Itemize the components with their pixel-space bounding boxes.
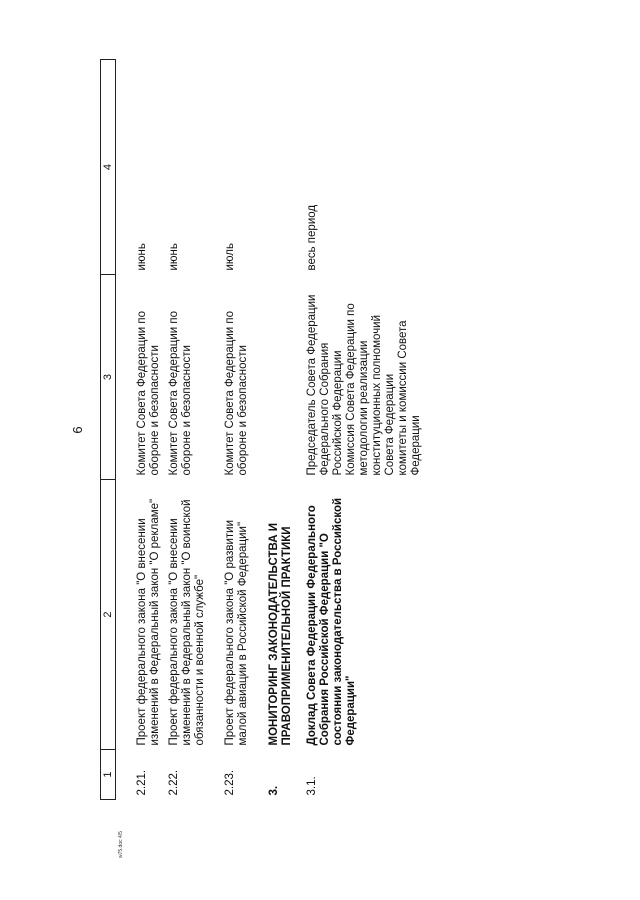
col-header-4: 4 [101,60,116,275]
col-header-2: 2 [101,480,116,750]
section-title: МОНИТОРИНГ ЗАКОНОДАТЕЛЬСТВА И ПРАВОПРИМЕНИТЕЛЬНОЙ ПРАКТИКИ [268,522,293,746]
row-item: Доклад Совета Федерации Федерального Собрания Российской Федерации "О состоянии законодательства в Российской Федерации" [306,497,357,746]
rotated-page [70,60,620,800]
table-row [162,60,220,800]
row-deadline: июнь [168,243,180,271]
row-number: 2.22. [168,769,180,796]
responsible-line: Комиссия Совета Федерации по методологии реализации конституционных полномочий Совета Федерации [345,303,396,476]
row-item: Проект федерального закона "О внесении изменений в Федеральный закон "О воинской обязанности и военной службе" [168,499,206,746]
col-header-3: 3 [101,275,116,480]
row-responsible: Комитет Совета Федерации по обороне и безопасности [224,311,249,476]
footer-stamp: w75.doc 4/5 [118,831,124,858]
responsible-line: Председатель Совета Федерации Федерального Собрания Российской Федерации [306,294,344,476]
plan-table [100,59,423,800]
row-item: Проект федерального закона "О внесении изменений в Федеральный закон "О рекламе" [136,498,161,746]
page-number: 6 [70,426,85,434]
table-row [302,60,423,800]
row-item: Проект федерального закона "О развитии малой авиации в Российской Федерации" [224,519,249,746]
row-deadline: весь период [306,204,318,271]
row-deadline [262,60,302,275]
table-row [116,60,163,800]
row-responsible: Комитет Совета Федерации по обороне и безопасности [136,311,161,476]
section-number: 3. [268,785,280,796]
row-responsible [262,275,302,480]
row-responsible: Комитет Совета Федерации по обороне и безопасности [168,311,193,476]
row-number: 3.1. [306,776,318,796]
row-number: 2.23. [224,769,236,796]
row-number: 2.21. [136,769,148,796]
responsible-line: комитеты и комиссии Совета Федерации [397,320,422,476]
table-row [220,60,262,800]
row-deadline: июнь [136,243,148,271]
col-header-1: 1 [101,750,116,800]
section-row [262,60,302,800]
header-row [101,60,116,800]
row-deadline: июль [224,243,236,271]
page-content [70,60,620,800]
row-responsible [302,275,423,480]
